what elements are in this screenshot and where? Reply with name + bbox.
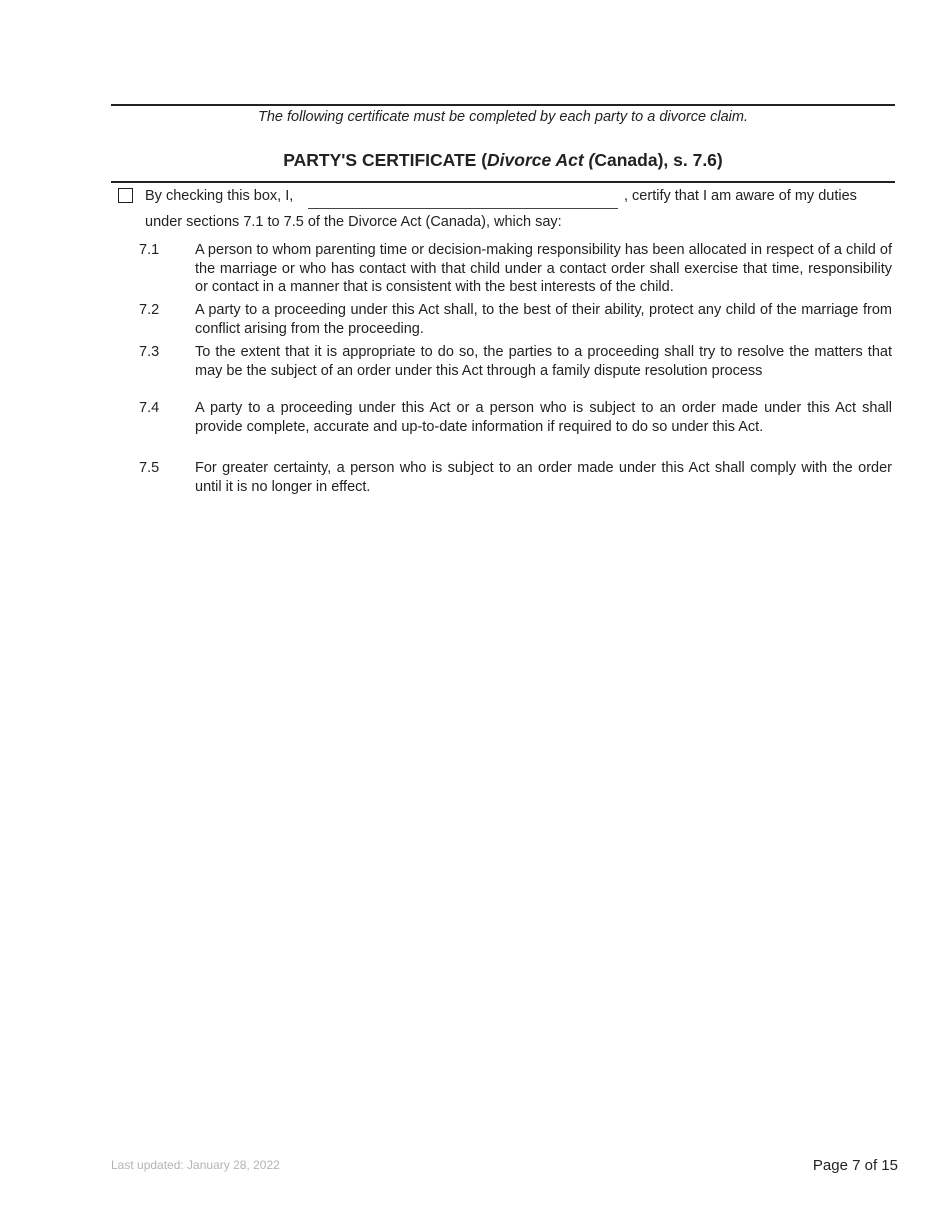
last-updated: Last updated: January 28, 2022 xyxy=(111,1158,280,1172)
certify-checkbox[interactable] xyxy=(118,188,133,203)
page-title xyxy=(111,150,895,171)
top-rule xyxy=(111,104,895,106)
section-number: 7.2 xyxy=(139,302,160,318)
certify-label-before: By checking this box, I, xyxy=(145,188,294,204)
title-rule xyxy=(111,181,895,183)
certification-row xyxy=(118,185,895,215)
section-text: A party to a proceeding under this Act shall, to the best of their ability, protect any child of the marriage from conflict arising from the proceeding. xyxy=(195,302,892,337)
intro-text: The following certificate must be completed by each party to a divorce claim. xyxy=(257,109,748,125)
section-7-2 xyxy=(139,301,892,338)
section-7-4 xyxy=(139,399,892,436)
section-number: 7.4 xyxy=(139,400,160,416)
section-number: 7.5 xyxy=(139,460,160,476)
section-number: 7.1 xyxy=(139,242,160,258)
section-7-5 xyxy=(139,459,892,496)
certify-label-after: , certify that I am aware of my duties xyxy=(624,188,857,204)
section-7-1 xyxy=(139,241,892,297)
section-text: A person to whom parenting time or decision-making responsibility has been allocated in respect of a child of the marriage or who has contact with that child under a contact order shall exercise that time, responsibility or contact in a manner that is consistent with the best interests of the child. xyxy=(195,242,892,296)
title-suffix: Canada), s. 7.6) xyxy=(594,150,723,170)
section-text: For greater certainty, a person who is subject to an order made under this Act shall comply with the order until it is no longer in effect. xyxy=(195,460,892,495)
section-number: 7.3 xyxy=(139,344,160,360)
section-text: To the extent that it is appropriate to do so, the parties to a proceeding shall try to resolve the matters that may be the subject of an order under this Act through a family dispute resolution process xyxy=(195,344,892,379)
section-7-3 xyxy=(139,343,892,380)
certify-label-line2: under sections 7.1 to 7.5 of the Divorce Act (Canada), which say: xyxy=(145,214,562,230)
title-prefix: PARTY'S CERTIFICATE ( xyxy=(283,150,488,170)
page-number: Page 7 of 15 xyxy=(812,1157,898,1174)
party-name-field[interactable] xyxy=(308,185,618,209)
title-italic: Divorce Act ( xyxy=(487,150,595,170)
section-text: A party to a proceeding under this Act or a person who is subject to an order made under this Act shall provide complete, accurate and up-to-date information if required to do so under this Act. xyxy=(195,400,892,435)
